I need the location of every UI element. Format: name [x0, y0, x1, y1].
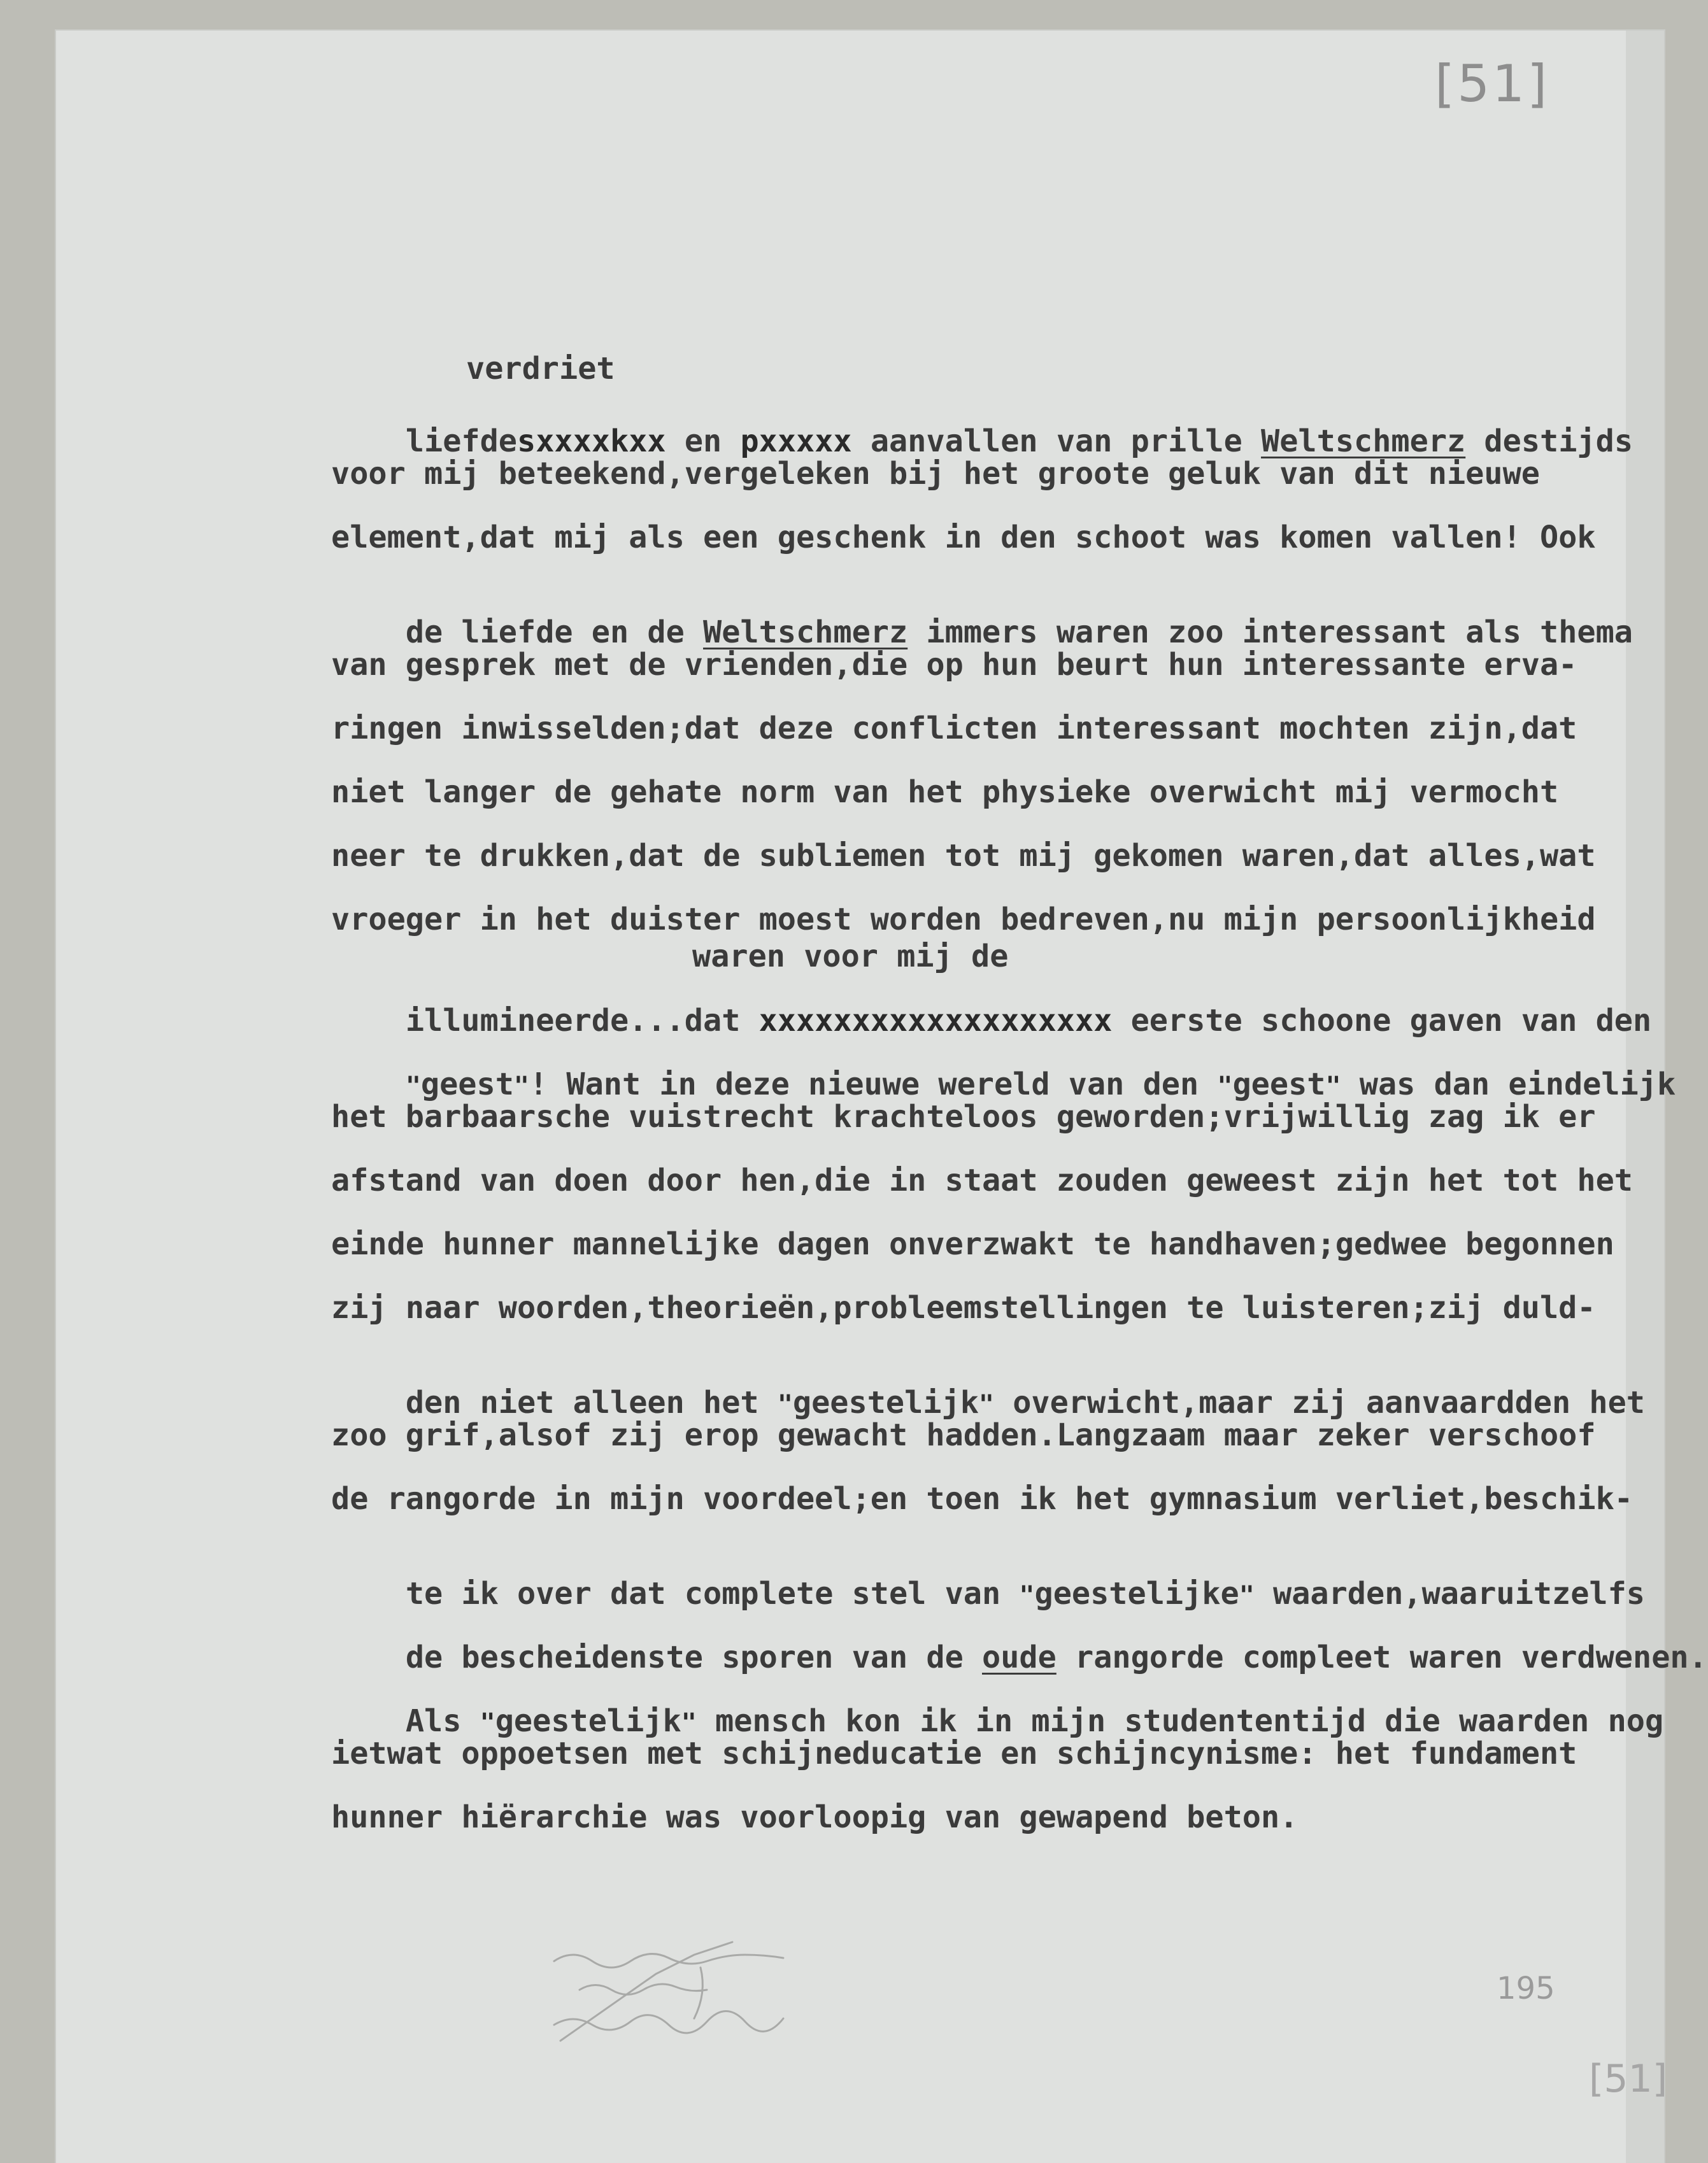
text-line-3: element,dat mij als een geschenk in den schoot was komen vallen! Ook — [331, 520, 1596, 555]
text-line-18: de rangorde in mijn voordeel;en toen ik het gymnasium verliet,beschik- — [331, 1481, 1633, 1517]
underlined-word: Weltschmerz — [1261, 423, 1466, 459]
pencil-annotation — [541, 1929, 872, 2050]
quote-mark: " — [1239, 1580, 1255, 1610]
text-line-8: neer te drukken,dat de subliemen tot mij gekomen waren,dat alles,wat — [331, 838, 1596, 874]
text-line-9: vroeger in het duister moest worden bedreven,nu mijn persoonlijkheid — [331, 902, 1596, 937]
text-line-19: te ik over dat complete stel van "geestelijke" waarden,waaruitzelfs — [405, 1575, 1645, 1612]
archive-number: [51] — [1435, 54, 1550, 113]
quote-mark: " — [1019, 1580, 1035, 1610]
struck-word: pxxxxx — [740, 423, 852, 459]
text-line-10: illumineerde...dat xxxxxxxxxxxxxxxxxxx eerste schoone gaven van den — [405, 1002, 1652, 1039]
text-line-6: ringen inwisselden;dat deze conflicten interessant mochten zijn,dat — [331, 711, 1577, 746]
quote-mark: " — [978, 1389, 994, 1419]
quote-mark: " — [1325, 1071, 1341, 1101]
text-line-22: ietwat oppoetsen met schijneducatie en schijncynisme: het fundament — [331, 1736, 1577, 1771]
quote-mark: " — [777, 1389, 793, 1419]
text-line-13: afstand van doen door hen,die in staat zouden geweest zijn het tot het — [331, 1163, 1633, 1198]
insertion-verdriet: verdriet — [466, 351, 615, 387]
struck-word: sxxxxkxx — [517, 423, 666, 459]
text-line-15: zij naar woorden,theorieën,probleemstellingen te luisteren;zij duld- — [331, 1290, 1596, 1326]
quote-mark: " — [480, 1708, 495, 1738]
archive-stamp: [51] — [1589, 2057, 1668, 2101]
text-line-2: voor mij beteekend,vergeleken bij het groote geluk van dit nieuwe — [331, 456, 1540, 492]
underlined-word: oude — [982, 1639, 1057, 1675]
text-line-7: niet langer de gehate norm van het physieke overwicht mij vermocht — [331, 774, 1559, 810]
text-line-11: "geest"! Want in deze nieuwe wereld van den "geest" was dan eindelijk — [405, 1066, 1676, 1102]
text-line-23: hunner hiërarchie was voorloopig van gewapend beton. — [331, 1799, 1299, 1835]
underlined-word: Weltschmerz — [703, 614, 908, 650]
quote-mark: " — [405, 1071, 421, 1101]
text-line-17: zoo grif,alsof zij erop gewacht hadden.Langzaam maar zeker verschoof — [331, 1417, 1596, 1453]
quote-mark: " — [513, 1071, 529, 1101]
text-line-1: liefdesxxxxkxx en pxxxxx aanvallen van prille Weltschmerz destijds — [405, 423, 1633, 459]
text-line-14: einde hunner mannelijke dagen onverzwakt te handhaven;gedwee begonnen — [331, 1226, 1614, 1262]
struck-phrase: xxxxxxxxxxxxxxxxxxx — [758, 1002, 1113, 1039]
quote-mark: " — [1217, 1071, 1233, 1101]
text-line-16: den niet alleen het "geestelijk" overwicht,maar zij aanvaardden het — [405, 1384, 1645, 1421]
text-line-21: Als "geestelijk" mensch kon ik in mijn studententijd die waarden nog — [405, 1703, 1664, 1739]
insertion-waren: waren voor mij de — [692, 939, 1009, 974]
text-line-12: het barbaarsche vuistrecht krachteloos geworden;vrijwillig zag ik er — [331, 1099, 1596, 1135]
text-line-4: de liefde en de Weltschmerz immers waren zoo interessant als thema — [405, 614, 1633, 650]
quote-mark: " — [681, 1708, 697, 1738]
folio-number: 195 — [1497, 1971, 1555, 2006]
text-line-5: van gesprek met de vrienden,die op hun beurt hun interessante erva- — [331, 647, 1577, 683]
text-line-20: de bescheidenste sporen van de oude rangorde compleet waren verdwenen. — [405, 1639, 1707, 1675]
